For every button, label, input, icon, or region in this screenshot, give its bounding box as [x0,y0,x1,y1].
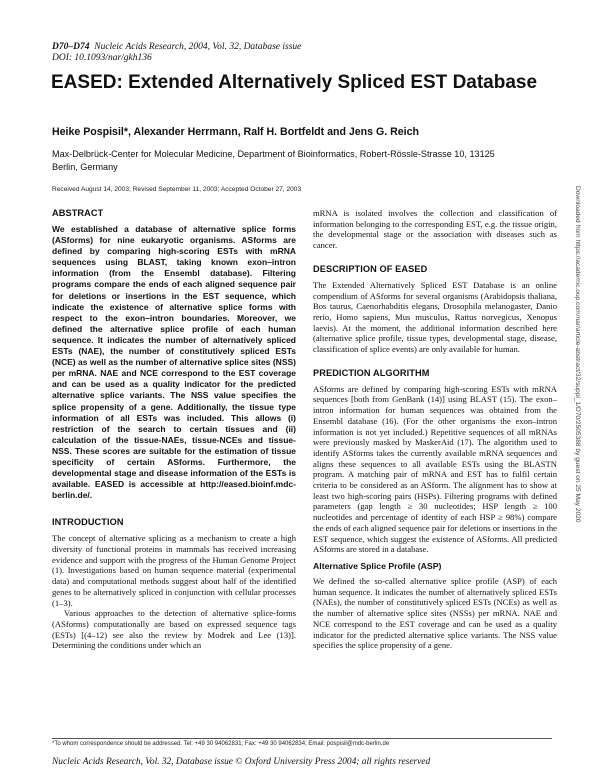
left-column [52,208,296,651]
abstract-text: We established a database of alternative splice forms (ASforms) for nine eukaryotic organisms. ASforms are defined by comparing high-scoring ESTs with mRNA sequences using BLAST, taking known exon–intron information (from the Ensembl database). Filtering programs compare the ends of each aligned sequence pair for deletions or insertions in the EST sequence, which indicate the existence of alternative splice forms with respect to the exon–intron boundaries. Moreover, we defined the alternative splice profile of each human sequence. It indicates the number of alternatively spliced ESTs (NAE), the number of constitutively spliced ESTs (NCE) as well as the number of alternative splice sites (NSS) per mRNA. NAE and NCE correspond to the EST coverage and can be used as a quality indicator for the predicted alternative splice variants. The NSS value specifies the splice propensity of a gene. Additionally, the tissue type information of all ESTs was included. This allows (i) restriction of the search to certain tissues and (ii) calculation of the tissue-NAEs, tissue-NCEs and tissue-NSS. These scores are suitable for the estimation of tissue specificity of certain ASforms. Furthermore, the developmental stage and disease information of the ESTs is available. EASED is accessible at http://eased.bioinf.mdc-berlin.de/. [52,224,296,501]
introduction-continued: mRNA is isolated involves the collection and classification of information belonging to the corresponding EST, e.g. the tissue origin, the developmental stage or the association with diseases such as cancer. [313,208,557,251]
introduction-paragraph-1: The concept of alternative splicing as a mechanism to create a high diversity of functional proteins in mammals has received increasing evidence and support with the progress of the Human Genome Project (1). Investigations based on human sequence material (experimental data) and computational methods suggest about half of the identified genes to be alternatively spliced in conjunction with cellular processes (1–3). [52,533,296,608]
prediction-text: ASforms are defined by comparing high-scoring ESTs with mRNA sequences [both from GenBank (14)] using BLAST (15). The exon–intron information for human sequences was obtained from the Ensembl database (16). (For the other organisms the exon–intron information is not yet included.) Repetitive sequences of all mRNAs were previously masked by MaskerAid (17). The algorithm used to identify ASforms takes the currently available mRNA sequences and aligns these sequences to all available ESTs using the BLASTN program. A matching pair of mRNA and EST has to fulfil certain criteria to be considered as an ASform. The alignment has to show at least two high-scoring pairs (HSPs). Filtering programs with defined parameters (gap length ≥ 30 nucleotides; HSP length ≥ 100 nucleotides and percentage of identity of each HSP ≥ 98%) compare the ends of each aligned sequence pair for deletions or insertions in the EST sequence, which suggest the existence of ASforms. All predicted ASforms are stored in a database. [313,383,557,555]
asp-text: We defined the so-called alternative splice profile (ASP) of each human sequence. It indicates the number of alternatively spliced ESTs (NAEs), the number of constitutively spliced ESTs (NCEs) as well as the number of alternative splice sites (NSSs) per mRNA. NAE and NCE correspond to the EST coverage and can be used as a quality indicator for the predicted alternative splice variants. The NSS value specifies the splice propensity of a gene. [313,575,557,651]
download-watermark: Downloaded from https://academic.oup.com/nar/article-abstract/32/suppl_1/D70/2505388 by guest on 25 May 2020 [574,186,581,523]
description-text: The Extended Alternatively Spliced EST Database is an online compendium of ASforms for several organisms (Arabidopsis thaliana, Bos taurus, Caenorhabditis elegans, Drosophila melanogaster, Danio rerio, Homo sapiens, Mus musculus, Rattus norvegicus, Xenopus laevis). At the moment, the additional information described here (alternative splice profile, tissue types, developmental stage, disease, classification of splice events) are only available for human. [313,279,557,355]
doi: DOI: 10.1093/nar/gkh136 [52,53,152,63]
footnote-divider [52,738,552,739]
correspondence-footnote: *To whom correspondence should be addressed. Tel: +49 30 94062831; Fax: +49 30 94062834; Email: pospisil@mdc-berlin.de [52,741,390,747]
right-column [313,208,557,651]
abstract-heading: ABSTRACT [52,208,104,218]
description-heading: DESCRIPTION OF EASED [313,263,428,274]
prediction-heading: PREDICTION ALGORITHM [313,367,430,378]
page-footer: Nucleic Acids Research, Vol. 32, Database issue © Oxford University Press 2004; all rights reserved [52,757,431,767]
introduction-heading: INTRODUCTION [52,517,124,528]
affiliation: Max-Delbrück-Center for Molecular Medicine, Department of Bioinformatics, Robert-Rössle-Strasse 10, 13125 Berlin, Germany [52,149,495,172]
introduction-paragraph-2: Various approaches to the detection of alternative splice-forms (ASforms) computationally are based on expressed sequence tags (ESTs) [(4–12) see also the review by Modrek and Lee (13)]. Determining the conditions under which an [52,608,296,651]
received-dates: Received August 14, 2003; Revised September 11, 2003; Accepted October 27, 2003 [52,186,302,193]
paper-title: EASED: Extended Alternatively Spliced EST Database [51,72,538,93]
page-range: D70–D74 [52,42,90,52]
journal-citation: Nucleic Acids Research, 2004, Vol. 32, Database issue [94,42,302,52]
asp-heading: Alternative Splice Profile (ASP) [313,560,442,571]
author-list: Heike Pospisil*, Alexander Herrmann, Ralf H. Bortfeldt and Jens G. Reich [52,126,419,138]
running-header [52,42,301,53]
